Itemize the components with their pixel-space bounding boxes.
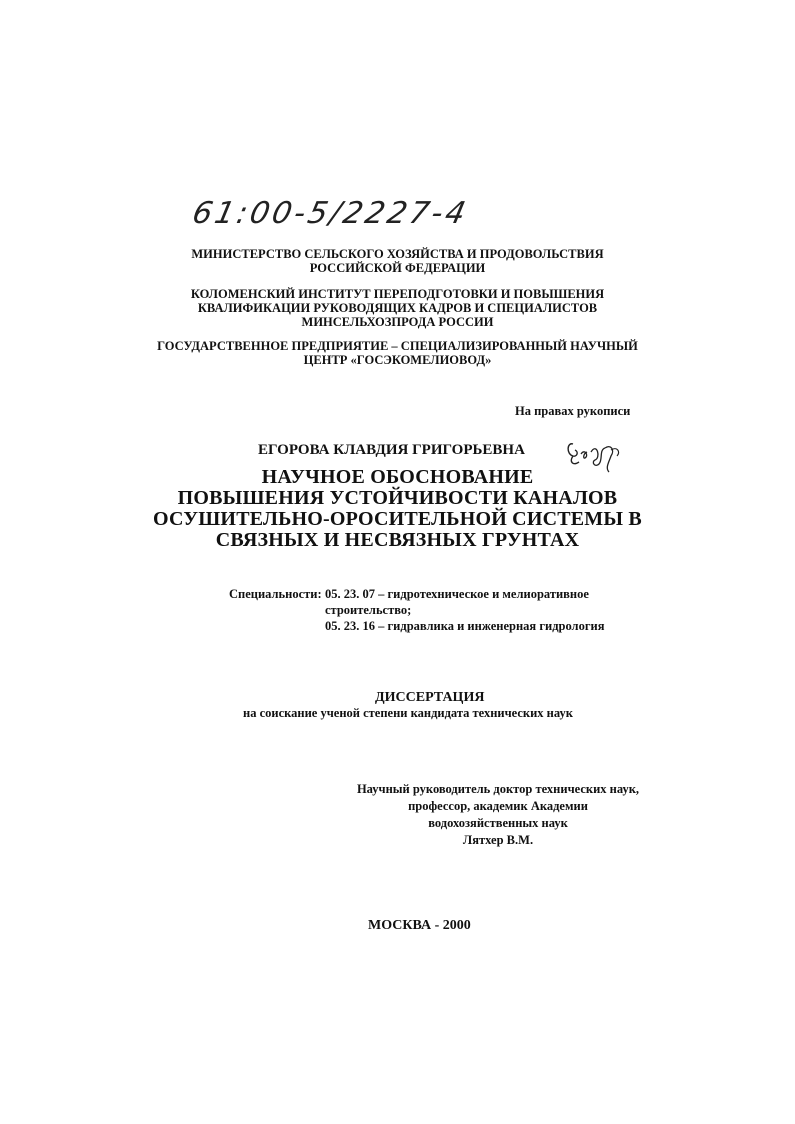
supervisor-line: водохозяйственных наук <box>428 816 568 830</box>
specialty-line: строительство; <box>325 603 412 617</box>
supervisor-line: профессор, академик Академии <box>408 799 588 813</box>
specialties-label: Специальности: <box>229 587 322 601</box>
author-name: ЕГОРОВА КЛАВДИЯ ГРИГОРЬЕВНА <box>258 442 525 458</box>
manuscript-note: На правах рукописи <box>515 404 631 418</box>
specialty-line: 05. 23. 07 – гидротехническое и мелиоративное <box>325 587 589 601</box>
city-year: МОСКВА - 2000 <box>368 918 471 933</box>
title-line: ОСУШИТЕЛЬНО-ОРОСИТЕЛЬНОЙ СИСТЕМЫ В <box>153 508 642 530</box>
organization-line: ЦЕНТР «ГОСЭКОМЕЛИОВОД» <box>303 353 492 367</box>
work-type: ДИССЕРТАЦИЯ <box>375 690 485 705</box>
organization-line: КОЛОМЕНСКИЙ ИНСТИТУТ ПЕРЕПОДГОТОВКИ И ПОВЫШЕНИЯ <box>190 287 605 301</box>
title-line: НАУЧНОЕ ОБОСНОВАНИЕ <box>261 466 534 488</box>
title-line: СВЯЗНЫХ И НЕСВЯЗНЫХ ГРУНТАХ <box>215 529 580 551</box>
organization-line: РОССИЙСКОЙ ФЕДЕРАЦИИ <box>309 261 486 275</box>
supervisor-line: Лятхер В.М. <box>462 833 534 847</box>
title-line: ПОВЫШЕНИЯ УСТОЙЧИВОСТИ КАНАЛОВ <box>177 487 618 509</box>
organization-line: МИНИСТЕРСТВО СЕЛЬСКОГО ХОЗЯЙСТВА И ПРОДОВОЛЬСТВИЯ <box>191 247 604 261</box>
archive-number: 61:00-5/2227-4 <box>189 196 472 231</box>
organization-line: МИНСЕЛЬХОЗПРОДА РОССИИ <box>301 315 494 329</box>
specialties-list <box>325 586 604 634</box>
specialty-line: 05. 23. 16 – гидравлика и инженерная гидрология <box>325 619 605 633</box>
supervisor-block <box>333 781 663 849</box>
supervisor-line: Научный руководитель доктор технических наук, <box>356 782 640 796</box>
organization-line: КВАЛИФИКАЦИИ РУКОВОДЯЩИХ КАДРОВ И СПЕЦИАЛИСТОВ <box>197 301 598 315</box>
organization-enterprise <box>0 339 795 367</box>
dissertation-title <box>0 467 795 551</box>
organization-line: ГОСУДАРСТВЕННОЕ ПРЕДПРИЯТИЕ – СПЕЦИАЛИЗИРОВАННЫЙ НАУЧНЫЙ <box>157 339 638 353</box>
organization-ministry <box>0 247 795 275</box>
degree-line: на соискание ученой степени кандидата технических наук <box>243 706 573 720</box>
organization-institute <box>0 287 795 329</box>
